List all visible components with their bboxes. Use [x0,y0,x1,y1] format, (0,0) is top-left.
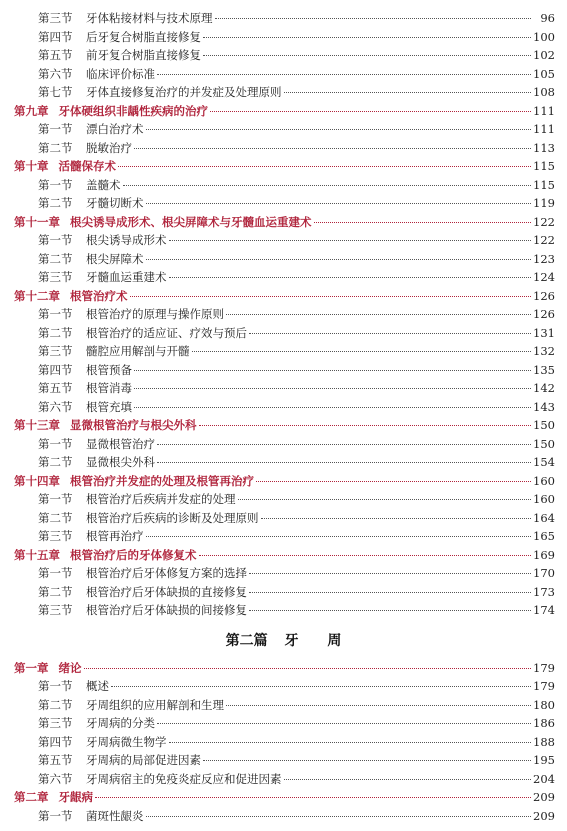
page-number: 124 [533,270,555,284]
dot-leader [192,351,532,352]
section-title: 根管充填 [86,399,132,414]
dot-leader [203,55,531,56]
toc-section-entry[interactable] [0,120,567,139]
section-number: 第六节 [38,66,73,81]
chapter-title: 牙龈病 [58,790,93,804]
dot-leader [249,592,531,593]
chapter-title: 根尖诱导成形术、根尖屏障术与牙髓血运重建术 [70,214,312,229]
section-title: 牙体粘接材料与技术原理 [86,11,213,25]
toc-section-entry[interactable] [0,583,567,602]
toc-section-entry[interactable] [0,696,567,715]
page-number: 188 [533,734,555,749]
page-number: 111 [533,103,555,118]
dot-leader [226,705,531,706]
section-title: 根管预备 [86,362,132,377]
dot-leader [256,481,531,482]
dot-leader [261,518,532,519]
section-title: 根管治疗后牙体修复方案的选择 [86,566,247,580]
toc-section-entry[interactable] [0,601,567,620]
page-number: 113 [533,140,555,155]
dot-leader [199,555,532,556]
dot-leader [249,573,531,574]
dot-leader [134,407,531,408]
dot-leader [169,277,532,278]
dot-leader [84,668,532,669]
toc-section-entry[interactable] [0,733,567,752]
dot-leader [146,536,532,537]
toc-section-entry[interactable] [0,231,567,250]
dot-leader [118,166,531,167]
section-title: 漂白治疗术 [86,122,144,136]
section-title: 根管治疗的原理与操作原则 [86,307,224,321]
section-title: 脱敏治疗 [86,140,132,155]
dot-leader [238,499,532,500]
section-number: 第二节 [38,325,73,340]
page-number: 135 [533,362,555,377]
dot-leader [146,129,532,130]
page-number: 150 [533,436,555,451]
page-number: 170 [533,566,555,580]
toc-chapter-entry[interactable] [0,659,567,678]
section-title: 根管治疗后牙体缺损的直接修复 [86,584,247,599]
section-title: 菌斑性龈炎 [86,808,144,823]
toc-section-entry[interactable] [0,324,567,343]
section-title: 根管消毒 [86,381,132,395]
dot-leader [169,240,532,241]
chapter-title: 根管治疗并发症的处理及根管再治疗 [70,473,254,488]
toc-section-entry[interactable] [0,139,567,158]
part-title-char-1: 牙 [284,632,299,649]
page-number: 131 [533,325,555,340]
section-title: 前牙复合树脂直接修复 [86,48,201,62]
dot-leader [157,723,531,724]
page-number: 165 [533,529,555,543]
page-number: 179 [533,660,555,675]
chapter-number: 第九章 [14,103,49,118]
page-number: 173 [533,584,555,599]
page-number: 160 [533,473,555,488]
toc-section-entry[interactable] [0,490,567,509]
dot-leader [157,444,531,445]
page-number: 143 [533,399,555,414]
page-number: 111 [533,122,555,136]
dot-leader [111,686,531,687]
dot-leader [146,259,532,260]
section-number: 第三节 [38,344,73,358]
dot-leader [157,74,531,75]
section-number: 第二节 [38,140,73,155]
toc-section-entry[interactable] [0,83,567,102]
dot-leader [146,203,532,204]
page-number: 102 [533,48,555,62]
toc-list-part-one [0,9,567,620]
toc-section-entry[interactable] [0,268,567,287]
section-number: 第三节 [38,11,73,25]
toc-section-entry[interactable] [0,770,567,789]
section-title: 盖髓术 [86,177,121,192]
section-title: 牙周病的局部促进因素 [86,753,201,767]
page-number: 115 [533,159,555,173]
toc-section-entry[interactable] [0,807,567,826]
part-title-char-2: 周 [327,632,342,649]
dot-leader [284,779,532,780]
chapter-title: 根管治疗后的牙体修复术 [70,547,197,562]
section-number: 第二节 [38,697,73,712]
chapter-number: 第十一章 [14,214,60,229]
page-number: 132 [533,344,555,358]
toc-section-entry[interactable] [0,398,567,417]
section-number: 第二节 [38,584,73,599]
chapter-number: 第十章 [14,159,49,173]
section-title: 根尖屏障术 [86,251,144,266]
toc-chapter-entry[interactable] [0,472,567,491]
toc-section-entry[interactable] [0,714,567,733]
page-number: 123 [533,251,555,266]
toc-chapter-entry[interactable] [0,287,567,306]
dot-leader [134,388,531,389]
dot-leader [169,742,532,743]
section-number: 第三节 [38,529,73,543]
dot-leader [203,760,531,761]
section-title: 根管治疗后牙体缺损的间接修复 [86,603,247,617]
toc-section-entry[interactable] [0,453,567,472]
dot-leader [134,148,531,149]
dot-leader [215,18,532,19]
page-number: 142 [533,381,555,395]
toc-section-entry[interactable] [0,361,567,380]
section-number: 第三节 [38,716,73,730]
chapter-title: 根管治疗术 [70,288,128,303]
section-title: 显微根管治疗 [86,436,155,451]
toc-section-entry[interactable] [0,305,567,324]
toc-section-entry[interactable] [0,250,567,269]
section-title: 髓腔应用解剖与开髓 [86,344,190,358]
toc-section-entry[interactable] [0,509,567,528]
toc-section-entry[interactable] [0,194,567,213]
dot-leader [314,222,532,223]
page-number: 179 [533,679,555,693]
section-number: 第一节 [38,566,73,580]
section-title: 牙体直接修复治疗的并发症及处理原则 [86,85,282,99]
section-number: 第三节 [38,603,73,617]
dot-leader [146,816,532,817]
dot-leader [284,92,532,93]
section-title: 根管再治疗 [86,529,144,543]
page-number: 122 [533,233,555,247]
section-number: 第一节 [38,307,73,321]
section-title: 牙髓血运重建术 [86,270,167,284]
chapter-title: 绪论 [58,660,82,675]
dot-leader [95,797,531,798]
toc-section-entry[interactable] [0,527,567,546]
section-title: 根管治疗后疾病的诊断及处理原则 [86,510,259,525]
section-title: 根管治疗的适应证、疗效与预后 [86,325,247,340]
page-number: 160 [533,492,555,506]
chapter-title: 活髓保存术 [58,159,116,173]
section-number: 第五节 [38,753,73,767]
dot-leader [130,296,532,297]
page-number: 126 [533,288,555,303]
toc-section-entry[interactable] [0,342,567,361]
section-number: 第三节 [38,270,73,284]
toc-section-entry[interactable] [0,9,567,28]
section-number: 第二节 [38,196,73,210]
toc-chapter-entry[interactable] [0,213,567,232]
dot-leader [157,462,531,463]
page-number: 195 [533,753,555,767]
toc-list-part-two [0,659,567,826]
page-number: 119 [533,196,555,210]
section-number: 第一节 [38,122,73,136]
page-number: 154 [533,455,555,469]
page-number: 150 [533,418,555,432]
page-number: 100 [533,29,555,44]
section-number: 第七节 [38,85,73,99]
dot-leader [123,185,532,186]
page-number: 174 [533,603,555,617]
section-number: 第二节 [38,455,73,469]
section-number: 第五节 [38,381,73,395]
section-number: 第四节 [38,29,73,44]
chapter-number: 第二章 [14,790,49,804]
section-title: 牙周病宿主的免疫炎症反应和促进因素 [86,771,282,786]
page-number: 126 [533,307,555,321]
section-number: 第一节 [38,436,73,451]
chapter-title: 显微根管治疗与根尖外科 [70,418,197,432]
section-number: 第一节 [38,177,73,192]
section-number: 第六节 [38,399,73,414]
page-number: 105 [533,66,555,81]
section-title: 牙周组织的应用解剖和生理 [86,697,224,712]
part-heading [0,626,567,653]
section-number: 第二节 [38,510,73,525]
section-title: 显微根尖外科 [86,455,155,469]
toc-chapter-entry[interactable] [0,157,567,176]
table-of-contents [0,9,567,825]
section-title: 牙髓切断术 [86,196,144,210]
toc-section-entry[interactable] [0,46,567,65]
section-number: 第四节 [38,362,73,377]
chapter-number: 第十四章 [14,473,60,488]
dot-leader [203,37,531,38]
section-number: 第二节 [38,251,73,266]
section-number: 第一节 [38,679,73,693]
toc-section-entry[interactable] [0,65,567,84]
page-number: 180 [533,697,555,712]
section-number: 第五节 [38,48,73,62]
toc-section-entry[interactable] [0,564,567,583]
toc-chapter-entry[interactable] [0,416,567,435]
section-title: 根尖诱导成形术 [86,233,167,247]
chapter-number: 第十二章 [14,288,60,303]
dot-leader [249,333,531,334]
chapter-title: 牙体硬组织非龋性疾病的治疗 [58,103,208,118]
toc-chapter-entry[interactable] [0,102,567,121]
page-number: 108 [533,85,555,99]
page-number: 164 [533,510,555,525]
section-number: 第六节 [38,771,73,786]
toc-section-entry[interactable] [0,176,567,195]
dot-leader [226,314,531,315]
section-title: 概述 [86,679,109,693]
section-number: 第一节 [38,808,73,823]
chapter-number: 第十五章 [14,547,60,562]
section-title: 牙周病微生物学 [86,734,167,749]
toc-section-entry[interactable] [0,379,567,398]
section-number: 第一节 [38,492,73,506]
section-number: 第四节 [38,734,73,749]
page-number: 186 [533,716,555,730]
page-number: 204 [533,771,555,786]
section-title: 牙周病的分类 [86,716,155,730]
section-number: 第一节 [38,233,73,247]
toc-section-entry[interactable] [0,435,567,454]
section-title: 根管治疗后疾病并发症的处理 [86,492,236,506]
page-number: 209 [533,808,555,823]
dot-leader [210,111,531,112]
chapter-number: 第一章 [14,660,49,675]
dot-leader [199,425,532,426]
page-number: 96 [540,11,555,25]
section-title: 临床评价标准 [86,66,155,81]
page-number: 115 [533,177,555,192]
page-number: 122 [533,214,555,229]
dot-leader [249,610,531,611]
page-number: 169 [533,547,555,562]
toc-section-entry[interactable] [0,677,567,696]
section-title: 后牙复合树脂直接修复 [86,29,201,44]
toc-section-entry[interactable] [0,28,567,47]
chapter-number: 第十三章 [14,418,60,432]
part-label: 第二篇 [225,632,268,649]
page-number: 209 [533,790,555,804]
toc-section-entry[interactable] [0,751,567,770]
dot-leader [134,370,531,371]
toc-chapter-entry[interactable] [0,546,567,565]
toc-chapter-entry[interactable] [0,788,567,807]
